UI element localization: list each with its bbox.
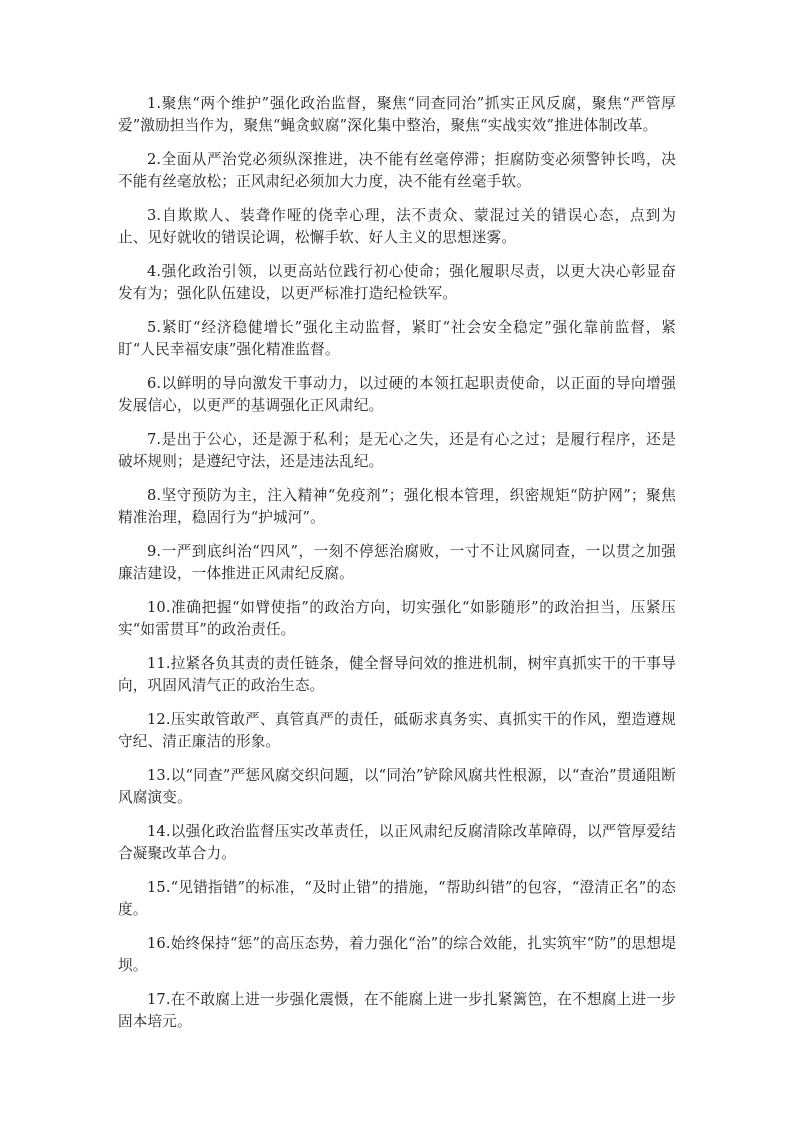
paragraph-15: 15.“见错指错”的标准，“及时止错”的措施，“帮助纠错”的包容，“澄清正名”的态度。 — [118, 879, 676, 918]
paragraph-5: 5.紧盯“经济稳健增长”强化主动监督，紧盯“社会安全稳定”强化靠前监督，紧盯“人民幸福安康”强化精准监督。 — [118, 319, 676, 358]
paragraph-9: 9.一严到底纠治“四风”，一刻不停惩治腐败，一寸不让风腐同查，一以贯之加强廉洁建设，一体推进正风肃纪反腐。 — [118, 543, 676, 582]
paragraph-7: 7.是出于公心，还是源于私利；是无心之失，还是有心之过；是履行程序，还是破坏规则；是遵纪守法，还是违法乱纪。 — [118, 431, 676, 470]
paragraph-6: 6.以鲜明的导向激发干事动力，以过硬的本领扛起职责使命，以正面的导向增强发展信心，以更严的基调强化正风肃纪。 — [118, 375, 676, 414]
paragraph-4: 4.强化政治引领，以更高站位践行初心使命；强化履职尽责，以更大决心彰显奋发有为；强化队伍建设，以更严标准打造纪检铁军。 — [118, 263, 676, 302]
paragraph-11: 11.拉紧各负其责的责任链条，健全督导问效的推进机制，树牢真抓实干的干事导向，巩固风清气正的政治生态。 — [118, 655, 676, 694]
paragraph-1: 1.聚焦“两个维护”强化政治监督，聚焦“同查同治”抓实正风反腐，聚焦“严管厚爱”激励担当作为，聚焦“蝇贪蚁腐”深化集中整治，聚焦“实战实效”推进体制改革。 — [118, 95, 676, 134]
paragraph-13: 13.以“同查”严惩风腐交织问题，以“同治”铲除风腐共性根源，以“查治”贯通阻断风腐演变。 — [118, 767, 676, 806]
paragraph-10: 10.准确把握“如臂使指”的政治方向，切实强化“如影随形”的政治担当，压紧压实“如雷贯耳”的政治责任。 — [118, 599, 676, 638]
paragraph-2: 2.全面从严治党必须纵深推进，决不能有丝毫停滞；拒腐防变必须警钟长鸣，决不能有丝毫放松；正风肃纪必须加大力度，决不能有丝毫手软。 — [118, 151, 676, 190]
document-body — [118, 93, 676, 1045]
paragraph-12: 12.压实敢管敢严、真管真严的责任，砥砺求真务实、真抓实干的作风，塑造遵规守纪、清正廉洁的形象。 — [118, 711, 676, 750]
paragraph-16: 16.始终保持“惩”的高压态势，着力强化“治”的综合效能，扎实筑牢“防”的思想堤坝。 — [118, 935, 676, 974]
paragraph-14: 14.以强化政治监督压实改革责任，以正风肃纪反腐清除改革障碍，以严管厚爱结合凝聚改革合力。 — [118, 823, 676, 862]
paragraph-3: 3.自欺欺人、装聋作哑的侥幸心理，法不责众、蒙混过关的错误心态，点到为止、见好就收的错误论调，松懈手软、好人主义的思想迷雾。 — [118, 207, 676, 246]
paragraph-8: 8.坚守预防为主，注入精神“免疫剂”；强化根本管理，织密规矩“防护网”；聚焦精准治理，稳固行为“护城河”。 — [118, 487, 676, 526]
paragraph-17: 17.在不敢腐上进一步强化震慑，在不能腐上进一步扎紧篱笆，在不想腐上进一步固本培元。 — [118, 991, 676, 1030]
